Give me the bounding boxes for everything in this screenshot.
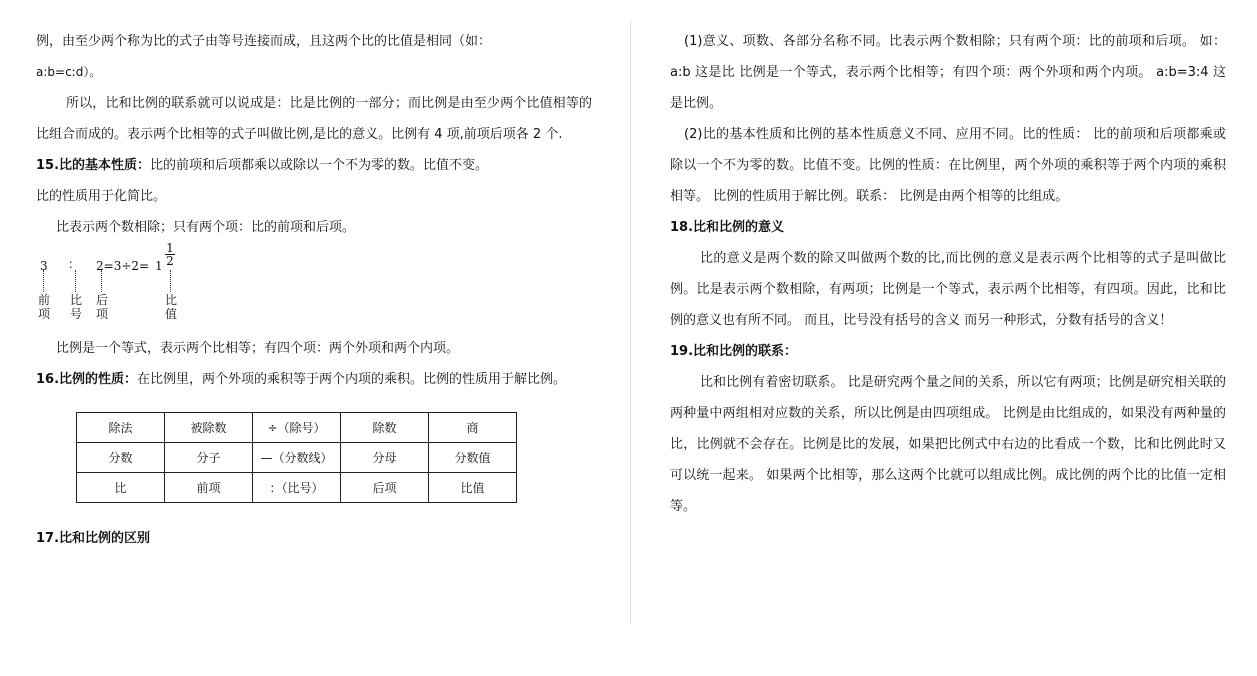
diagram-colon: ： bbox=[68, 257, 81, 271]
section-title: 16.比例的性质： bbox=[36, 372, 138, 387]
paragraph: (1)意义、项数、各部分名称不同。比表示两个数相除；只有两个项：比的前项和后项。 如：a:b 这是比 比例是一个等式，表示两个比相等；有四个项：两个外项和两个内项。 a:b=3:4 这是比例。 bbox=[670, 34, 1226, 111]
paragraph-line: a:b=c:d）。 bbox=[36, 65, 102, 79]
comparison-table bbox=[76, 412, 517, 503]
dotted-connector bbox=[101, 270, 102, 292]
diagram-expression: 2=3÷2= bbox=[96, 259, 150, 273]
fraction-numerator: 1 bbox=[166, 241, 174, 255]
paragraph: (2)比的基本性质和比例的基本性质意义不同、应用不同。比的性质： 比的前项和后项都乘或除以一个不为零的数。比值不变。比例的性质：在比例里，两个外项的乘积等于两个内项的乘积相等。 比例的性质用于解比例。联系： 比例是由两个相等的比组成。 bbox=[670, 127, 1226, 204]
dotted-connector bbox=[43, 270, 44, 292]
table-cell: 除数 bbox=[341, 413, 429, 443]
table-row bbox=[77, 413, 517, 443]
table-cell: —（分数线） bbox=[253, 443, 341, 473]
section-title: 17.比和比例的区别 bbox=[36, 531, 151, 546]
table-cell: 分数值 bbox=[429, 443, 517, 473]
right-column bbox=[670, 26, 1226, 522]
label-front-term: 前项 bbox=[37, 293, 50, 321]
left-column bbox=[36, 26, 592, 554]
dotted-connector bbox=[170, 270, 171, 292]
table-cell: 商 bbox=[429, 413, 517, 443]
section-18 bbox=[670, 212, 1226, 243]
dotted-connector bbox=[75, 270, 76, 292]
table-cell: 前项 bbox=[165, 473, 253, 503]
section-text: 比的前项和后项都乘以或除以一个不为零的数。比值不变。 bbox=[150, 158, 489, 173]
table-row bbox=[77, 443, 517, 473]
table-cell: 后项 bbox=[341, 473, 429, 503]
label-back-term: 后项 bbox=[95, 293, 108, 321]
table-cell: ：（比号） bbox=[253, 473, 341, 503]
paragraph: 比的性质用于化简比。 bbox=[36, 189, 167, 204]
table-cell: 被除数 bbox=[165, 413, 253, 443]
paragraph: 比的意义是两个数的除又叫做两个数的比,而比例的意义是表示两个比相等的式子是叫做比例。比是表示两个数相除，有两项；比例是一个等式，表示两个比相等，有四项。因此，比和比例的意义也有所不同。 而且，比号没有括号的含义 而另一种形式，分数有括号的含义！ bbox=[670, 251, 1226, 328]
section-title: 15.比的基本性质： bbox=[36, 158, 151, 173]
paragraph: 比表示两个数相除；只有两个项：比的前项和后项。 bbox=[56, 220, 356, 235]
diagram-fraction bbox=[165, 242, 175, 267]
column-divider bbox=[630, 20, 631, 625]
section-title: 19.比和比例的联系： bbox=[670, 344, 798, 359]
label-ratio-sign: 比号 bbox=[69, 293, 82, 321]
table-cell: 分子 bbox=[165, 443, 253, 473]
table-cell: 比 bbox=[77, 473, 165, 503]
fraction-denominator: 2 bbox=[166, 254, 174, 268]
section-title: 18.比和比例的意义 bbox=[670, 220, 785, 235]
diagram-term: 3 bbox=[40, 259, 48, 273]
paragraph: 所以，比和比例的联系就可以说成是：比是比例的一部分；而比例是由至少两个比值相等的比组合而成的。表示两个比相等的式子叫做比例,是比的意义。比例有 4 项,前项后项各 2 个. bbox=[36, 96, 592, 142]
ratio-diagram bbox=[36, 241, 592, 327]
section-15 bbox=[36, 150, 592, 181]
table-cell: ÷（除号） bbox=[253, 413, 341, 443]
table-cell: 分数 bbox=[77, 443, 165, 473]
section-16 bbox=[36, 364, 592, 395]
section-17 bbox=[36, 523, 592, 554]
table-cell: 分母 bbox=[341, 443, 429, 473]
section-text: 在比例里，两个外项的乘积等于两个内项的乘积。比例的性质用于解比例。 bbox=[137, 372, 567, 387]
diagram-whole: 1 bbox=[155, 259, 163, 273]
table-cell: 比值 bbox=[429, 473, 517, 503]
paragraph: 比例是一个等式，表示两个比相等；有四个项：两个外项和两个内项。 bbox=[56, 341, 460, 356]
table-cell: 除法 bbox=[77, 413, 165, 443]
label-ratio-value: 比值 bbox=[164, 293, 177, 321]
table-row bbox=[77, 473, 517, 503]
section-19 bbox=[670, 336, 1226, 367]
paragraph: 比和比例有着密切联系。 比是研究两个量之间的关系，所以它有两项；比例是研究相关联的两种量中两组相对应数的关系，所以比例是由四项组成。 比例是由比组成的，如果没有两种量的比，比例就不会存在。比例是比的发展，如果把比例式中右边的比看成一个数，比和比例此时又可以统一起来。 如果两个比相等，那么这两个比就可以组成比例。成比例的两个比的比值一定相等。 bbox=[670, 375, 1226, 514]
paragraph-line: 例，由至少两个称为比的式子由等号连接而成，且这两个比的比值是相同（如： bbox=[36, 34, 492, 49]
